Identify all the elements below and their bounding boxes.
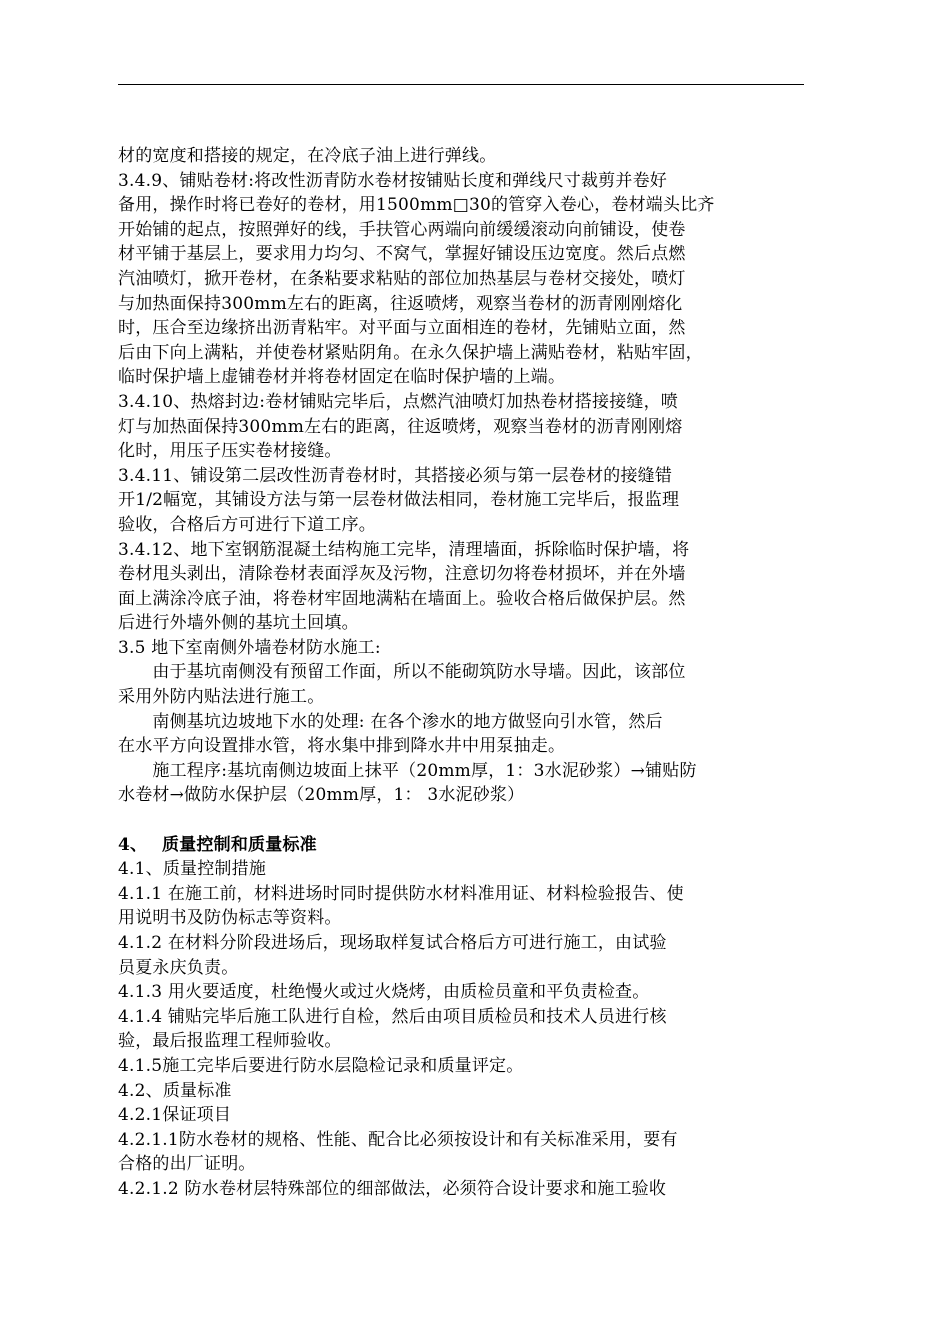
text-line: 化时，用压子压实卷材接缝。 [118, 441, 342, 462]
paragraph-gap [118, 808, 834, 833]
text-line: 材平铺于基层上，要求用力均匀、不窝气，掌握好铺设压边宽度。然后点燃 [118, 244, 686, 265]
text-line: 4.1、质量控制措施 [118, 859, 267, 880]
text-line: 4.1.1 在施工前，材料进场时同时提供防水材料准用证、材料检验报告、使 [118, 883, 684, 904]
text-line: 采用外防内贴法进行施工。 [118, 687, 325, 708]
text-line: 南侧基坑边坡地下水的处理: 在各个渗水的地方做竖向引水管，然后 [118, 711, 663, 732]
text-line: 4.1.3 用火要适度，杜绝慢火或过火烧烤，由质检员童和平负责检查。 [118, 982, 650, 1003]
text-line: 4.2.1.1防水卷材的规格、性能、配合比必须按设计和有关标准采用，要有 [118, 1129, 678, 1150]
text-line: 3.5 地下室南侧外墙卷材防水施工: [118, 637, 381, 658]
text-line: 验收，合格后方可进行下道工序。 [118, 514, 376, 535]
document-body [118, 144, 834, 1202]
text-line: 验，最后报监理工程师验收。 [118, 1031, 342, 1052]
text-line: 4.2、质量标准 [118, 1080, 232, 1101]
text-line: 水卷材→做防水保护层（20mm厚，1： 3水泥砂浆） [118, 785, 525, 806]
section-heading: 4、 质量控制和质量标准 [118, 834, 317, 855]
text-line: 后由下向上满粘，并使卷材紧贴阴角。在永久保护墙上满贴卷材，粘贴牢固， [118, 342, 703, 363]
text-line: 开1/2幅宽，其铺设方法与第一层卷材做法相同，卷材施工完毕后，报监理 [118, 490, 680, 511]
text-line: 汽油喷灯，掀开卷材，在条粘要求粘贴的部位加热基层与卷材交接处，喷灯 [118, 268, 686, 289]
text-line: 3.4.12、地下室钢筋混凝土结构施工完毕，清理墙面，拆除临时保护墙，将 [118, 539, 690, 560]
text-line: 材的宽度和搭接的规定，在冷底子油上进行弹线。 [118, 146, 497, 166]
text-line: 后进行外墙外侧的基坑土回填。 [118, 613, 359, 634]
text-line: 灯与加热面保持300mm左右的距离，往返喷烤，观察当卷材的沥青刚刚熔 [118, 416, 683, 437]
text-line: 卷材甩头剥出，清除卷材表面浮灰及污物，注意切勿将卷材损坏，并在外墙 [118, 564, 686, 585]
text-line: 4.2.1保证项目 [118, 1105, 232, 1126]
text-line: 与加热面保持300mm左右的距离，往返喷烤，观察当卷材的沥青刚刚熔化 [118, 293, 683, 314]
text-line: 3.4.11、铺设第二层改性沥青卷材时，其搭接必须与第一层卷材的接缝错 [118, 465, 673, 486]
text-line: 由于基坑南侧没有预留工作面，所以不能砌筑防水导墙。因此，该部位 [118, 662, 686, 683]
text-line: 用说明书及防伪标志等资料。 [118, 908, 342, 929]
text-line: 合格的出厂证明。 [118, 1154, 256, 1175]
header-rule [118, 84, 804, 85]
text-line: 3.4.10、热熔封边:卷材铺贴完毕后，点燃汽油喷灯加热卷材搭接接缝，喷 [118, 391, 678, 412]
text-line: 临时保护墙上虚铺卷材并将卷材固定在临时保护墙的上端。 [118, 367, 566, 388]
text-line: 施工程序:基坑南侧边坡面上抹平（20mm厚，1：3水泥砂浆）→铺贴防 [118, 760, 697, 781]
text-line: 面上满涂冷底子油，将卷材牢固地满粘在墙面上。验收合格后做保护层。然 [118, 588, 686, 609]
text-line: 员夏永庆负责。 [118, 957, 239, 978]
text-line: 4.1.5施工完毕后要进行防水层隐检记录和质量评定。 [118, 1055, 524, 1076]
text-line: 在水平方向设置排水管，将水集中排到降水井中用泵抽走。 [118, 736, 566, 757]
text-line: 3.4.9、铺贴卷材:将改性沥青防水卷材按铺贴长度和弹线尺寸裁剪并卷好 [118, 170, 667, 191]
text-line: 开始铺的起点，按照弹好的线，手扶管心两端向前缓缓滚动向前铺设，使卷 [118, 219, 686, 240]
text-line: 备用，操作时将已卷好的卷材，用1500mm□30的管穿入卷心，卷材端头比齐 [118, 195, 715, 216]
text-line: 4.2.1.2 防水卷材层特殊部位的细部做法，必须符合设计要求和施工验收 [118, 1178, 667, 1199]
text-line: 时，压合至边缘挤出沥青粘牢。对平面与立面相连的卷材，先铺贴立面，然 [118, 318, 686, 339]
text-line: 4.1.4 铺贴完毕后施工队进行自检，然后由项目质检员和技术人员进行核 [118, 1006, 667, 1027]
text-line: 4.1.2 在材料分阶段进场后，现场取样复试合格后方可进行施工，由试验 [118, 933, 667, 953]
